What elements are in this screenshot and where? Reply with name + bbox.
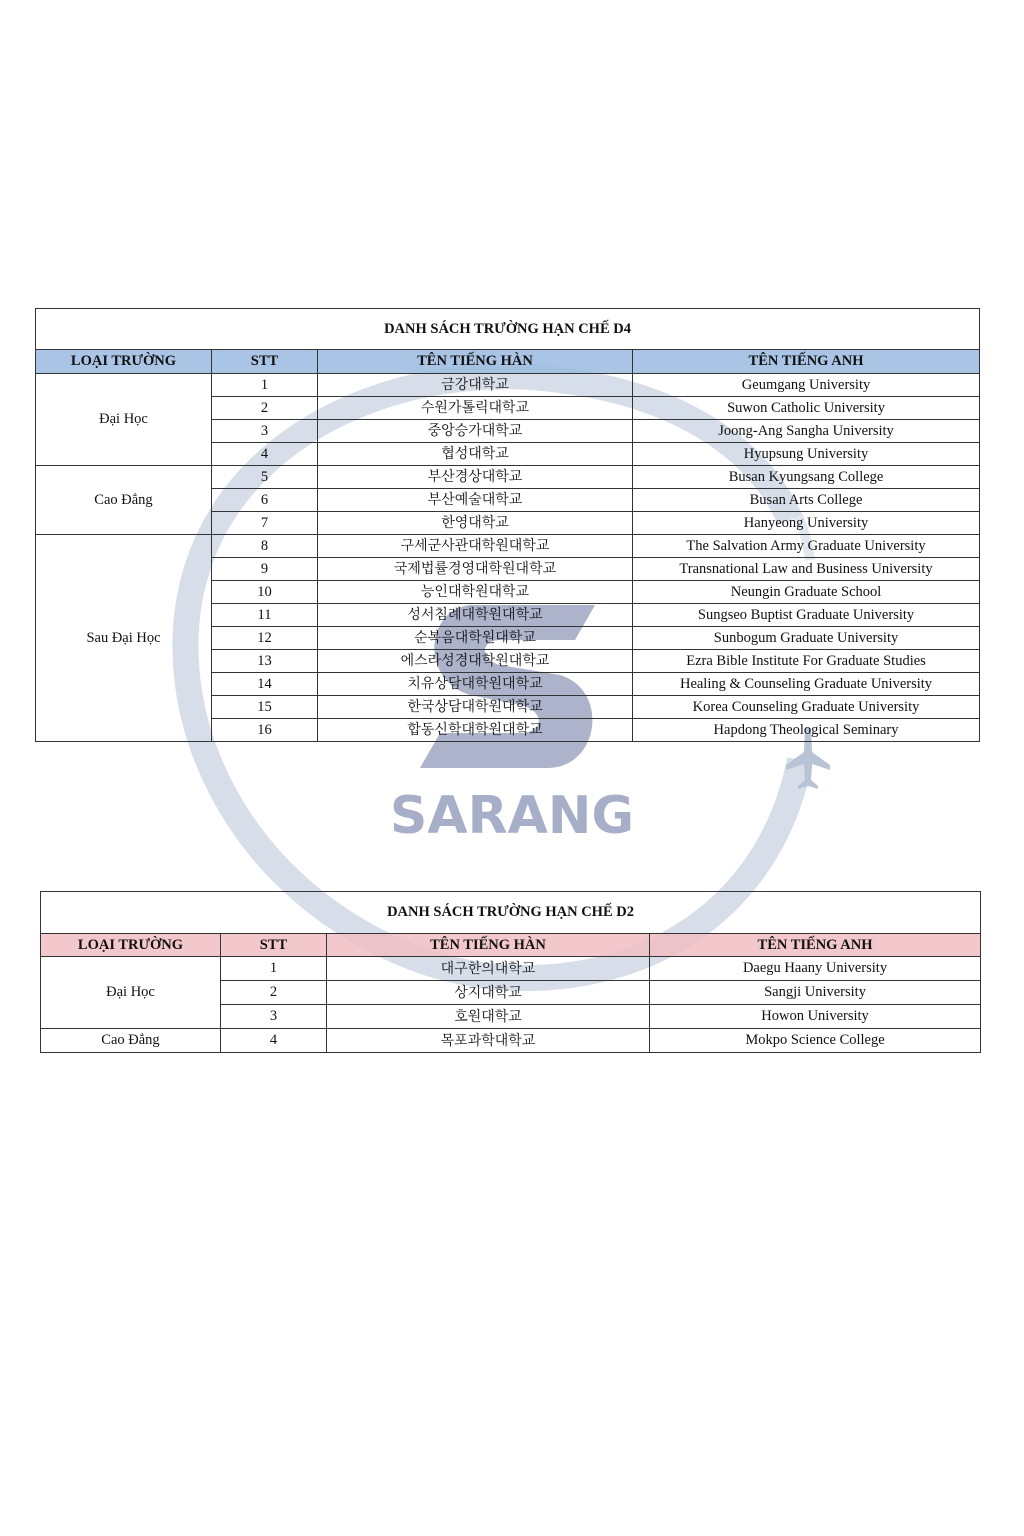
stt-cell: 4 (212, 443, 318, 466)
school-type-cell: Sau Đại Học (36, 535, 212, 742)
english-name-cell: Daegu Haany University (650, 957, 981, 981)
korean-name-cell: 한국상담대학원대학교 (318, 696, 633, 719)
korean-name-cell: 호원대학교 (327, 1005, 650, 1029)
korean-name-cell: 협성대학교 (318, 443, 633, 466)
stt-cell: 15 (212, 696, 318, 719)
stt-cell: 5 (212, 466, 318, 489)
table-title: DANH SÁCH TRƯỜNG HẠN CHẾ D4 (36, 309, 980, 350)
stt-cell: 6 (212, 489, 318, 512)
english-name-cell: Hyupsung University (633, 443, 980, 466)
stt-cell: 1 (221, 957, 327, 981)
english-name-cell: Mokpo Science College (650, 1029, 981, 1053)
stt-cell: 4 (221, 1029, 327, 1053)
header-ten-tieng-han: TÊN TIẾNG HÀN (327, 934, 650, 957)
table-d4 (35, 308, 980, 742)
korean-name-cell: 성서침례대학원대학교 (318, 604, 633, 627)
english-name-cell: The Salvation Army Graduate University (633, 535, 980, 558)
english-name-cell: Howon University (650, 1005, 981, 1029)
header-ten-tieng-anh: TÊN TIẾNG ANH (633, 350, 980, 374)
stt-cell: 2 (221, 981, 327, 1005)
stt-cell: 3 (212, 420, 318, 443)
english-name-cell: Busan Kyungsang College (633, 466, 980, 489)
stt-cell: 7 (212, 512, 318, 535)
korean-name-cell: 국제법률경영대학원대학교 (318, 558, 633, 581)
table-row (36, 535, 980, 558)
korean-name-cell: 목포과학대학교 (327, 1029, 650, 1053)
table-row (36, 374, 980, 397)
korean-name-cell: 부산예술대학교 (318, 489, 633, 512)
korean-name-cell: 부산경상대학교 (318, 466, 633, 489)
korean-name-cell: 상지대학교 (327, 981, 650, 1005)
english-name-cell: Sunbogum Graduate University (633, 627, 980, 650)
stt-cell: 14 (212, 673, 318, 696)
header-ten-tieng-han: TÊN TIẾNG HÀN (318, 350, 633, 374)
stt-cell: 8 (212, 535, 318, 558)
korean-name-cell: 대구한의대학교 (327, 957, 650, 981)
english-name-cell: Korea Counseling Graduate University (633, 696, 980, 719)
english-name-cell: Neungin Graduate School (633, 581, 980, 604)
stt-cell: 13 (212, 650, 318, 673)
header-loai-truong: LOẠI TRƯỜNG (36, 350, 212, 374)
stt-cell: 3 (221, 1005, 327, 1029)
header-stt: STT (212, 350, 318, 374)
english-name-cell: Sungseo Buptist Graduate University (633, 604, 980, 627)
english-name-cell: Sangji University (650, 981, 981, 1005)
korean-name-cell: 순복음대학원대학교 (318, 627, 633, 650)
table-row (41, 957, 981, 981)
stt-cell: 9 (212, 558, 318, 581)
watermark-brand-text: SARANG (389, 786, 635, 846)
school-type-cell: Đại Học (41, 957, 221, 1029)
english-name-cell: Ezra Bible Institute For Graduate Studies (633, 650, 980, 673)
stt-cell: 12 (212, 627, 318, 650)
english-name-cell: Suwon Catholic University (633, 397, 980, 420)
table-d2 (40, 891, 981, 1053)
english-name-cell: Busan Arts College (633, 489, 980, 512)
english-name-cell: Geumgang University (633, 374, 980, 397)
school-type-cell: Cao Đẳng (41, 1029, 221, 1053)
stt-cell: 2 (212, 397, 318, 420)
english-name-cell: Hanyeong University (633, 512, 980, 535)
english-name-cell: Healing & Counseling Graduate University (633, 673, 980, 696)
english-name-cell: Hapdong Theological Seminary (633, 719, 980, 742)
korean-name-cell: 치유상담대학원대학교 (318, 673, 633, 696)
stt-cell: 1 (212, 374, 318, 397)
stt-cell: 10 (212, 581, 318, 604)
table-row (41, 1029, 981, 1053)
korean-name-cell: 에스라성경대학원대학교 (318, 650, 633, 673)
school-type-cell: Cao Đẳng (36, 466, 212, 535)
korean-name-cell: 능인대학원대학교 (318, 581, 633, 604)
stt-cell: 11 (212, 604, 318, 627)
korean-name-cell: 수원가톨릭대학교 (318, 397, 633, 420)
korean-name-cell: 구세군사관대학원대학교 (318, 535, 633, 558)
header-stt: STT (221, 934, 327, 957)
korean-name-cell: 금강대학교 (318, 374, 633, 397)
header-ten-tieng-anh: TÊN TIẾNG ANH (650, 934, 981, 957)
english-name-cell: Transnational Law and Business University (633, 558, 980, 581)
stt-cell: 16 (212, 719, 318, 742)
header-loai-truong: LOẠI TRƯỜNG (41, 934, 221, 957)
korean-name-cell: 중앙승가대학교 (318, 420, 633, 443)
korean-name-cell: 합동신학대학원대학교 (318, 719, 633, 742)
table-row (36, 466, 980, 489)
table-title: DANH SÁCH TRƯỜNG HẠN CHẾ D2 (41, 892, 981, 934)
school-type-cell: Đại Học (36, 374, 212, 466)
korean-name-cell: 한영대학교 (318, 512, 633, 535)
english-name-cell: Joong-Ang Sangha University (633, 420, 980, 443)
